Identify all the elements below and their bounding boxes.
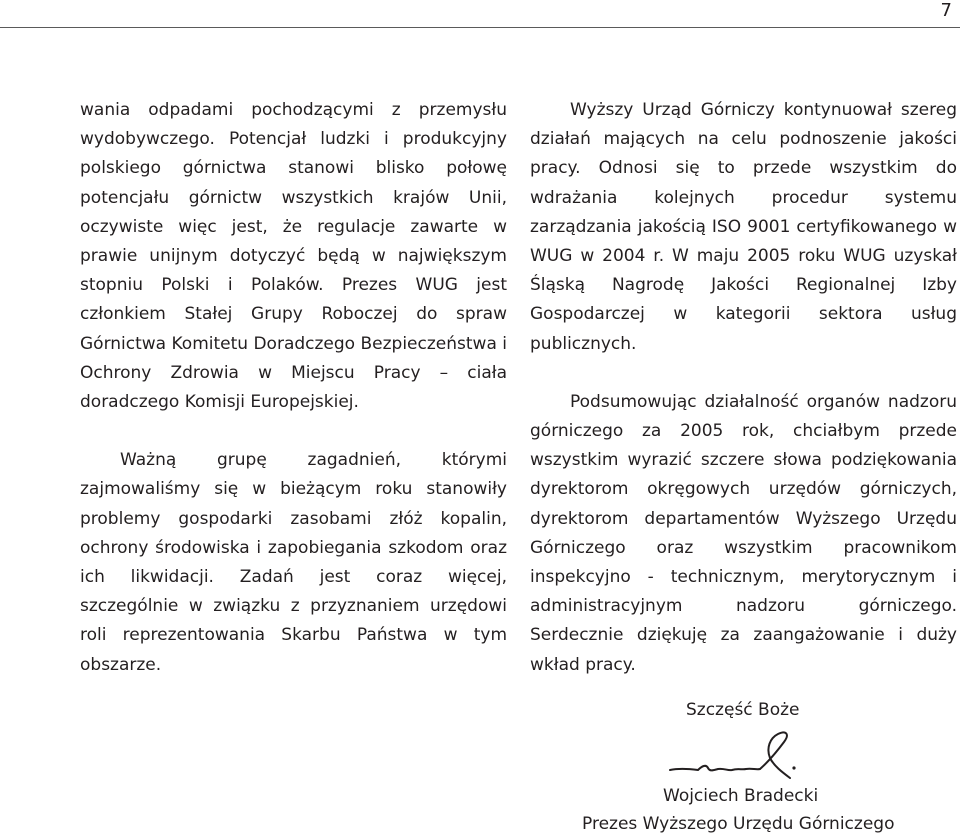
paragraph: Wyższy Urząd Górniczy kontynuował szereg działań mających na celu podnoszenie jakości pracy. Odnosi się to przede wszystkim do wdrażania kolejnych procedur systemu zarządzania jakością ISO 9001 certyfikowanego w WUG w 2004 r. W maju 2005 roku WUG uzyskał Śląską Nagrodę Jakości Regionalnej Izby Gospodarczej w kategorii sektora usług publicznych. <box>530 100 957 354</box>
paragraph: Podsumowując działalność organów nadzoru górniczego za 2005 rok, chciałbym przede wszystkim wyrazić szczere słowa podziękowania dyrektorom okręgowych urzędów górniczych, dyrektorom departamentów Wyższego Urzędu Górniczego oraz wszystkim pracownikom inspekcyjno - technicznym, merytorycznym i administracyjnym nadzoru górniczego. Serdecznie dziękuję za zaangażowanie i duży wkład pracy. <box>530 391 957 675</box>
header-divider <box>0 27 960 28</box>
signer-name: Wojciech Bradecki <box>663 786 819 806</box>
right-column <box>530 96 957 680</box>
paragraph: Ważną grupę zagadnień, którymi zajmowaliśmy się w bieżącym roku stanowiły problemy gospodarki zasobami złóż kopalin, ochrony środowiska i zapobiegania szkodom oraz ich likwidacji. Zadań jest coraz więcej, szczególnie w związku z przyznaniem urzędowi roli reprezentowania Skarbu Państwa w tym obszarze. <box>80 450 507 675</box>
left-column <box>80 96 507 680</box>
signer-title: Prezes Wyższego Urzędu Górniczego <box>582 814 895 834</box>
paragraph: wania odpadami pochodzącymi z przemysłu wydobywczego. Potencjał ludzki i produkcyjny polskiego górnictwa stanowi blisko połowę potencjału górnictw wszystkich krajów Unii, oczywiste więc jest, że regulacje zawarte w prawie unijnym dotyczyć będą w największym stopniu Polski i Polaków. Prezes WUG jest członkiem Stałej Grupy Roboczej do spraw Górnictwa Komitetu Doradczego Bezpieczeństwa i Ochrony Zdrowia w Miejscu Pracy – ciała doradczego Komisji Europejskiej. <box>80 100 507 413</box>
closing-greeting: Szczęść Boże <box>686 700 800 720</box>
page-number: 7 <box>940 0 952 21</box>
handwritten-signature <box>666 728 806 786</box>
